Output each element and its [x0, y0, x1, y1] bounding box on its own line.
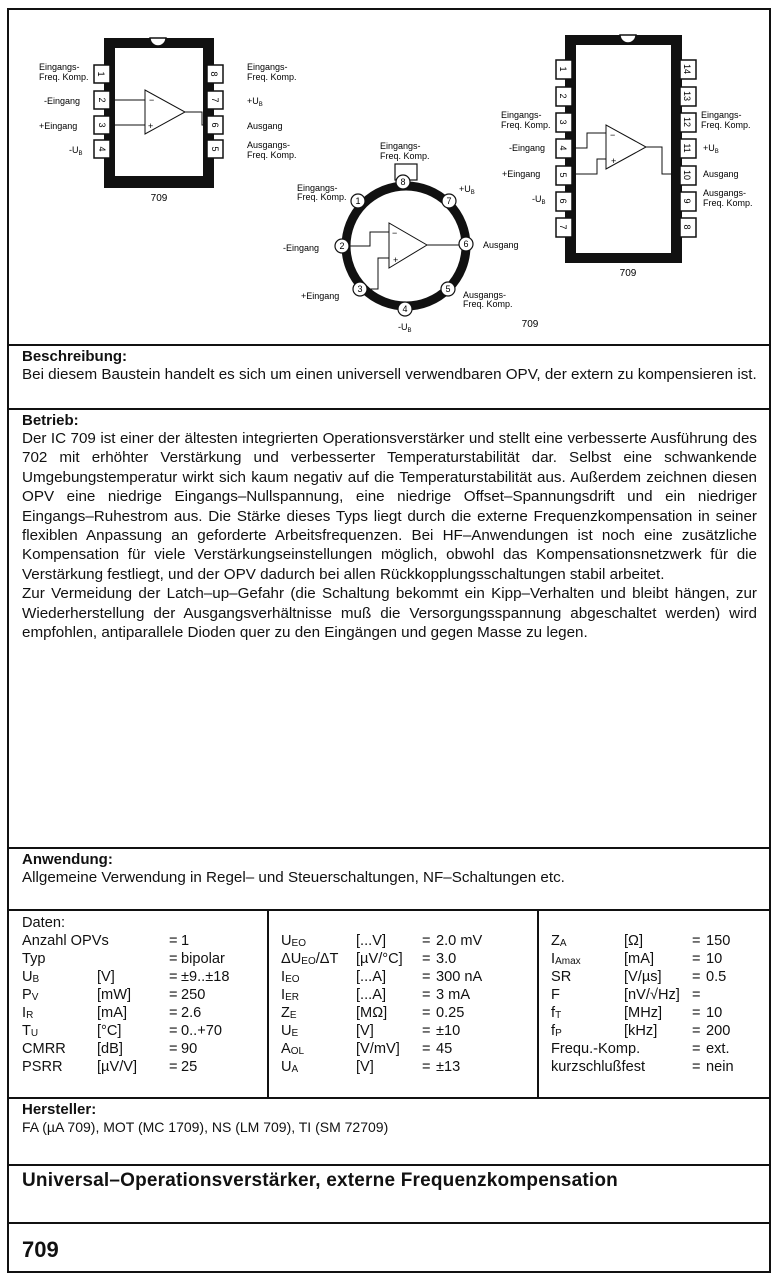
param-unit: [MΩ]: [356, 1005, 388, 1021]
svg-text:4: 4: [97, 146, 107, 152]
svg-text:Ausgangs-: Ausgangs-: [703, 188, 747, 198]
param-value: 3.0: [436, 951, 457, 967]
param-symbol: Anzahl OPVs: [22, 933, 109, 949]
equals-sign: =: [422, 987, 431, 1003]
anwendung-text: Allgemeine Verwendung in Regel– und Steuerschaltungen, NF–Schaltungen etc.: [22, 869, 565, 886]
equals-sign: =: [169, 1023, 178, 1039]
svg-text:12: 12: [682, 116, 692, 128]
daten-row: [269, 932, 537, 950]
svg-text:6: 6: [210, 122, 220, 128]
param-symbol: ZE: [281, 1005, 297, 1021]
svg-text:4: 4: [558, 145, 568, 151]
param-value: 10: [706, 951, 723, 967]
param-unit: [mW]: [97, 987, 132, 1003]
betrieb-paragraph-2: Zur Vermeidung der Latch–up–Gefahr (die Schaltung bekommt ein Kipp–Verhalten und bleibt hängen, zur Wiederherstellung der Ausgangsverhältnisse muß die Versorgungsspannung abgeschaltet werden) wird empfohlen, antiparallele Dioden quer zu den Eingängen und gegen Masse zu legen.: [22, 585, 757, 642]
daten-row: [9, 1040, 267, 1058]
param-unit: [mA]: [624, 951, 654, 967]
svg-text:+Eingang: +Eingang: [502, 169, 541, 179]
param-unit: [V/µs]: [624, 969, 662, 985]
svg-text:1: 1: [355, 196, 361, 206]
param-symbol: ΔUEO/ΔT: [281, 951, 339, 967]
svg-text:2: 2: [558, 93, 568, 99]
svg-text:14: 14: [682, 63, 692, 75]
dip14-package: [501, 35, 753, 279]
svg-text:7: 7: [446, 196, 452, 206]
param-value: nein: [706, 1059, 734, 1075]
param-symbol: IR: [22, 1005, 34, 1021]
equals-sign: =: [422, 933, 431, 949]
equals-sign: =: [169, 987, 178, 1003]
equals-sign: =: [692, 951, 701, 967]
svg-text:Freq. Komp.: Freq. Komp.: [297, 192, 347, 202]
svg-text:2: 2: [97, 97, 107, 103]
svg-text:−: −: [149, 95, 155, 105]
equals-sign: =: [169, 1041, 178, 1057]
svg-text:7: 7: [558, 224, 568, 230]
param-unit: [µV/V]: [97, 1059, 138, 1075]
equals-sign: =: [422, 969, 431, 985]
param-value: 3 mA: [436, 987, 471, 1003]
daten-row: [269, 1004, 537, 1022]
equals-sign: =: [692, 987, 701, 1003]
daten-row: [269, 986, 537, 1004]
svg-text:Freq. Komp.: Freq. Komp.: [501, 120, 551, 130]
equals-sign: =: [692, 1041, 701, 1057]
svg-text:Freq. Komp.: Freq. Komp.: [247, 150, 297, 160]
device-title: Universal–Operationsverstärker, externe Frequenzkompensation: [22, 1170, 618, 1191]
pinout-diagrams: [9, 10, 769, 344]
param-symbol: ZA: [551, 933, 567, 949]
svg-text:709: 709: [521, 319, 539, 330]
section-part-number: [9, 1222, 769, 1273]
daten-column-3: [539, 911, 769, 1097]
svg-text:Eingangs-: Eingangs-: [247, 62, 288, 72]
svg-text:8: 8: [400, 177, 406, 187]
daten-row: [9, 932, 267, 950]
param-unit: [V]: [97, 969, 115, 985]
section-betrieb: [9, 408, 769, 847]
daten-row: [269, 1022, 537, 1040]
param-symbol: SR: [551, 969, 572, 985]
svg-text:3: 3: [357, 284, 363, 294]
param-symbol: IEO: [281, 969, 300, 985]
svg-text:3: 3: [97, 122, 107, 128]
part-number: 709: [22, 1237, 59, 1262]
svg-text:Freq. Komp.: Freq. Komp.: [703, 198, 753, 208]
daten-row: [9, 1058, 267, 1076]
daten-row: [539, 950, 769, 968]
svg-text:+Eingang: +Eingang: [301, 291, 340, 301]
svg-text:-UB: $-U_B$: [532, 194, 546, 206]
daten-column-2: [269, 911, 539, 1097]
param-value: 300 nA: [436, 969, 483, 985]
section-daten: [9, 909, 769, 1097]
svg-text:−: −: [610, 130, 616, 140]
param-symbol: IER: [281, 987, 299, 1003]
equals-sign: =: [692, 969, 701, 985]
equals-sign: =: [692, 1005, 701, 1021]
equals-sign: =: [169, 969, 178, 985]
daten-row: [269, 1058, 537, 1076]
param-value: ±9..±18: [181, 969, 230, 985]
param-unit: [nV/√Hz]: [624, 987, 680, 1003]
daten-row: [539, 932, 769, 950]
svg-text:Eingangs-: Eingangs-: [380, 141, 421, 151]
svg-text:13: 13: [682, 90, 692, 102]
param-symbol: TU: [22, 1023, 39, 1039]
param-symbol: PSRR: [22, 1059, 63, 1075]
section-beschreibung: [9, 344, 769, 408]
svg-text:Freq. Komp.: Freq. Komp.: [39, 72, 89, 82]
svg-text:-Eingang: -Eingang: [44, 96, 81, 106]
param-unit: [kHz]: [624, 1023, 658, 1039]
equals-sign: =: [422, 1041, 431, 1057]
svg-text:1: 1: [96, 71, 106, 77]
svg-text:-UB: $-U_B$: [69, 145, 83, 157]
svg-text:+UB: $+U_B$: [247, 96, 263, 108]
svg-text:Eingangs-: Eingangs-: [39, 62, 80, 72]
svg-text:6: 6: [463, 239, 469, 249]
param-value: ext.: [706, 1041, 730, 1057]
param-value: 25: [181, 1059, 198, 1075]
equals-sign: =: [422, 951, 431, 967]
param-unit: [mA]: [97, 1005, 127, 1021]
param-symbol: IAmax: [551, 951, 581, 967]
svg-text:5: 5: [210, 146, 220, 152]
beschreibung-text: Bei diesem Baustein handelt es sich um einen universell verwendbaren OPV, der extern zu kompensieren ist.: [22, 366, 757, 383]
daten-row: [539, 1004, 769, 1022]
param-unit: [°C]: [97, 1023, 122, 1039]
param-unit: [dB]: [97, 1041, 123, 1057]
param-symbol: fP: [551, 1023, 562, 1039]
param-unit: [...V]: [356, 933, 387, 949]
param-value: 45: [436, 1041, 453, 1057]
daten-row: [539, 968, 769, 986]
svg-text:+: +: [393, 255, 399, 265]
svg-text:+Eingang: +Eingang: [39, 121, 78, 131]
param-symbol: Typ: [22, 951, 46, 967]
param-value: 0..+70: [181, 1023, 222, 1039]
param-unit: [MHz]: [624, 1005, 663, 1021]
daten-row: [269, 968, 537, 986]
equals-sign: =: [169, 951, 178, 967]
svg-text:8: 8: [682, 224, 692, 230]
datasheet-frame: [7, 8, 771, 1273]
anwendung-heading: Anwendung:: [22, 851, 113, 868]
param-value: ±10: [436, 1023, 461, 1039]
svg-text:Eingangs-: Eingangs-: [701, 110, 742, 120]
equals-sign: =: [692, 1059, 701, 1075]
param-symbol: UB: [22, 969, 40, 985]
dip8-package: [39, 38, 297, 204]
daten-row: [9, 1022, 267, 1040]
daten-row: [539, 986, 769, 1004]
svg-text:+: +: [148, 121, 154, 131]
param-value: 2.6: [181, 1005, 202, 1021]
param-symbol: UA: [281, 1059, 299, 1075]
svg-text:5: 5: [445, 284, 451, 294]
equals-sign: =: [169, 1005, 178, 1021]
svg-text:4: 4: [402, 304, 408, 314]
daten-row: [9, 968, 267, 986]
svg-text:3: 3: [558, 119, 568, 125]
param-unit: [V]: [356, 1059, 374, 1075]
svg-text:709: 709: [619, 268, 637, 279]
svg-text:9: 9: [682, 198, 692, 204]
svg-text:11: 11: [682, 143, 692, 153]
svg-text:Freq. Komp.: Freq. Komp.: [380, 151, 430, 161]
svg-text:+: +: [611, 156, 617, 166]
param-value: ±13: [436, 1059, 461, 1075]
svg-text:+UB: $+U_B$: [459, 184, 475, 196]
to99-package: [283, 141, 539, 334]
svg-text:+UB: $+U_B$: [703, 143, 719, 155]
svg-text:Freq. Komp.: Freq. Komp.: [247, 72, 297, 82]
daten-row: [539, 1022, 769, 1040]
daten-column-1: [9, 911, 269, 1097]
pinout-svg: [9, 10, 769, 344]
param-value: 200: [706, 1023, 731, 1039]
daten-row: [269, 1040, 537, 1058]
svg-text:Ausgangs-: Ausgangs-: [247, 140, 291, 150]
beschreibung-heading: Beschreibung:: [22, 348, 128, 365]
param-unit: [...A]: [356, 987, 387, 1003]
hersteller-text: FA (µA 709), MOT (MC 1709), NS (LM 709), TI (SM 72709): [22, 1119, 389, 1135]
param-value: 10: [706, 1005, 723, 1021]
param-symbol: AOL: [281, 1041, 305, 1057]
param-value: 90: [181, 1041, 198, 1057]
equals-sign: =: [692, 933, 701, 949]
equals-sign: =: [422, 1059, 431, 1075]
svg-text:8: 8: [209, 71, 219, 77]
svg-text:-Eingang: -Eingang: [283, 243, 320, 253]
param-symbol: Frequ.-Komp.: [551, 1041, 641, 1057]
svg-text:1: 1: [558, 66, 568, 72]
section-hersteller: [9, 1097, 769, 1164]
svg-text:Ausgang: Ausgang: [247, 121, 283, 131]
param-symbol: PV: [22, 987, 39, 1003]
param-unit: [Ω]: [624, 933, 644, 949]
svg-text:Freq. Komp.: Freq. Komp.: [701, 120, 751, 130]
param-symbol: UE: [281, 1023, 299, 1039]
betrieb-paragraph-1: Der IC 709 ist einer der ältesten integrierten Operationsverstärker und stellt eine verbesserte Ausführung des 702 mit erhöhter Verstärkung und verbesserter Temperaturstabilität dar. Selbst eine schwankende Umgebungstemperatur wirkt sich kaum negativ auf die Temperaturstabilität aus. Außerdem zeichnen diesen OPV eine niedrige Eingangs–Nullspannung, eine niedrige Offset–Spannungsdrift und ein niedriger Eingangs–Ruhestrom aus. Die Stärke dieses Typs liegt durch die externe Frequenzkompensation in seiner flexiblen Anpassung an geforderte Arbeitsfrequenzen. Bei HF–Anwendungen ist noch eine zusätzliche Kompensation für viele Verstärkungseinstellungen möglich, obwohl das Kompensationsnetzwerk für die Verstärkung festliegt, und der OPV dadurch bei allen Rückkopplungsschaltungen stabil arbeitet.: [22, 430, 757, 583]
daten-heading: Daten:: [22, 915, 65, 931]
svg-text:5: 5: [558, 172, 568, 178]
section-title: [9, 1164, 769, 1222]
svg-text:-UB: $-U_B$: [398, 322, 412, 334]
svg-text:10: 10: [682, 169, 692, 181]
daten-row: [539, 1058, 769, 1076]
daten-row: [9, 950, 267, 968]
param-symbol: UEO: [281, 933, 306, 949]
equals-sign: =: [422, 1005, 431, 1021]
svg-text:7: 7: [210, 97, 220, 103]
svg-text:Eingangs-: Eingangs-: [501, 110, 542, 120]
svg-text:709: 709: [150, 193, 168, 204]
svg-text:2: 2: [339, 241, 345, 251]
param-unit: [µV/°C]: [356, 951, 403, 967]
hersteller-heading: Hersteller:: [22, 1101, 97, 1118]
betrieb-heading: Betrieb:: [22, 412, 79, 429]
svg-text:Freq. Komp.: Freq. Komp.: [463, 299, 513, 309]
svg-text:−: −: [392, 228, 398, 238]
param-symbol: fT: [551, 1005, 562, 1021]
param-value: 1: [181, 933, 190, 949]
param-value: 2.0 mV: [436, 933, 483, 949]
param-symbol: kurzschlußfest: [551, 1059, 646, 1075]
daten-row: [269, 950, 537, 968]
daten-row: [9, 986, 267, 1004]
param-value: 0.25: [436, 1005, 465, 1021]
param-value: 250: [181, 987, 206, 1003]
param-value: 150: [706, 933, 731, 949]
svg-text:Ausgangs-: Ausgangs-: [463, 290, 507, 300]
param-unit: [V/mV]: [356, 1041, 400, 1057]
equals-sign: =: [692, 1023, 701, 1039]
param-value: 0.5: [706, 969, 727, 985]
param-unit: [...A]: [356, 969, 387, 985]
equals-sign: =: [169, 1059, 178, 1075]
param-unit: [V]: [356, 1023, 374, 1039]
svg-text:-Eingang: -Eingang: [509, 143, 546, 153]
param-symbol: CMRR: [22, 1041, 66, 1057]
section-anwendung: [9, 847, 769, 909]
equals-sign: =: [169, 933, 178, 949]
param-value: bipolar: [181, 951, 225, 967]
daten-row: [9, 1004, 267, 1022]
svg-text:Eingangs-: Eingangs-: [297, 183, 338, 193]
svg-text:Ausgang: Ausgang: [703, 169, 739, 179]
svg-text:Ausgang: Ausgang: [483, 240, 519, 250]
daten-row: [539, 1040, 769, 1058]
svg-text:6: 6: [558, 198, 568, 204]
equals-sign: =: [422, 1023, 431, 1039]
param-symbol: F: [551, 987, 560, 1003]
